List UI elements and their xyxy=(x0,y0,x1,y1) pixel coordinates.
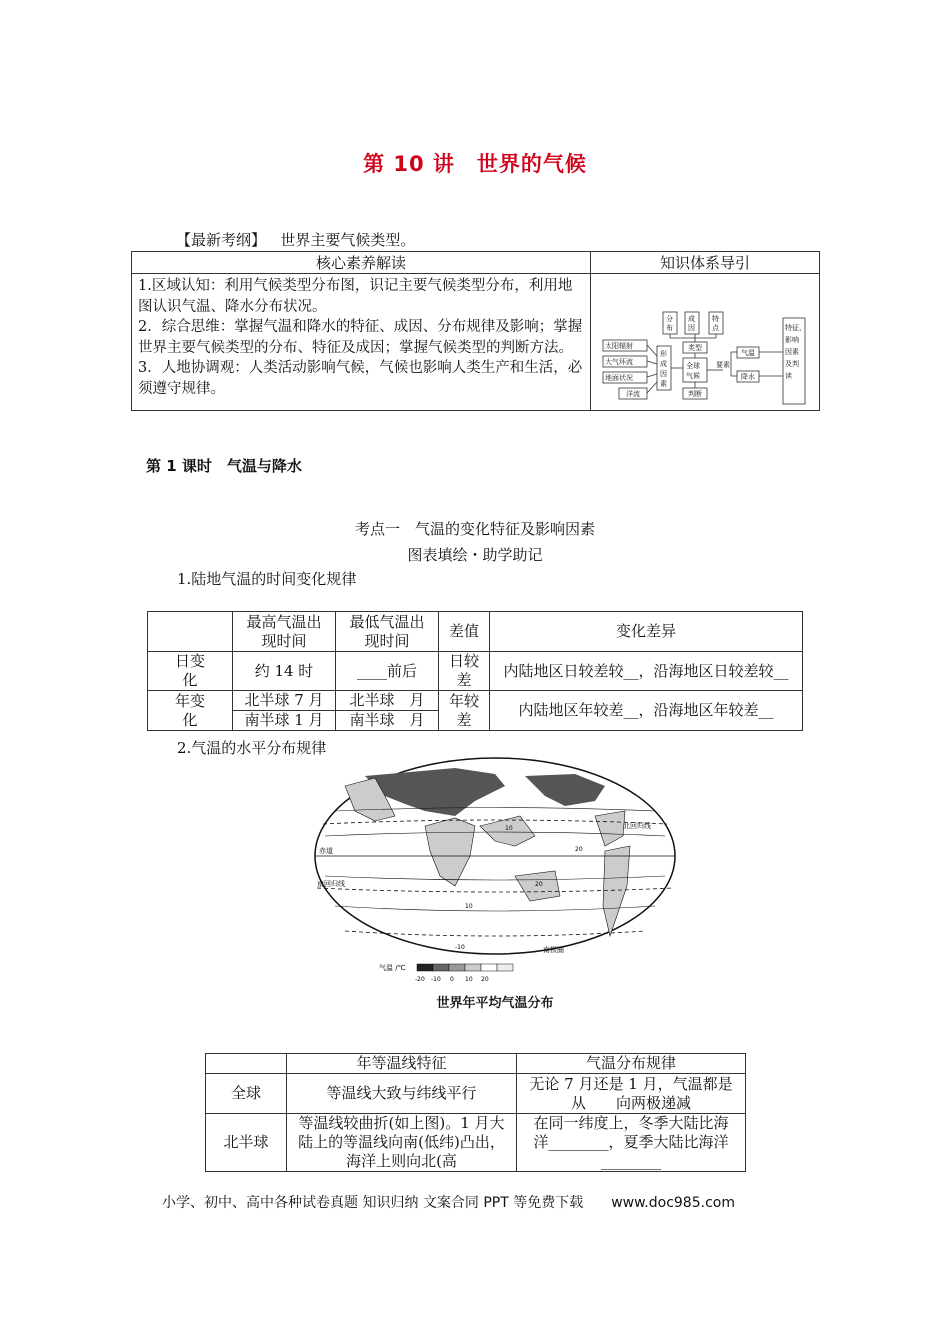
legend-tick: -10 xyxy=(431,976,441,983)
diagram-left-item: 地面状况 xyxy=(605,374,633,382)
world-temperature-map xyxy=(305,756,685,1011)
literacy-item: 1.区域认知：利用气候类型分布图，识记主要气候类型分布，利用地图认识气温、降水分布状况。 xyxy=(138,278,573,315)
annual-diff: 年较差 xyxy=(439,691,490,731)
diagram-left-item: 大气环流 xyxy=(605,358,633,366)
label-tropic-south: 南回归线 xyxy=(317,880,345,888)
annual-max-north: 北半球 7 月 xyxy=(233,691,336,711)
literacy-header: 核心素养解读 xyxy=(132,252,591,274)
t2-rule-north: 在同一纬度上，冬季大陆比海洋________，夏季大陆比海洋________ xyxy=(517,1114,746,1172)
diagram-elements: 要素 xyxy=(716,361,730,369)
isotherm-value: -10 xyxy=(455,944,465,951)
t1-header-max: 最高气温出现时间 xyxy=(233,612,336,652)
isotherm-value: 10 xyxy=(505,825,513,832)
daily-diff: 日较差 xyxy=(439,652,490,691)
diagram-left-item: 洋流 xyxy=(626,390,640,398)
map-caption: 世界年平均气温分布 xyxy=(436,996,554,1011)
t2-feature-global: 等温线大致与纬线平行 xyxy=(287,1074,517,1114)
annual-label: 年变化 xyxy=(148,691,233,731)
daily-max: 约 14 时 xyxy=(233,652,336,691)
diagram-center-1: 全球 xyxy=(686,362,700,370)
legend-tick: 10 xyxy=(465,976,473,983)
literacy-table xyxy=(131,251,820,411)
diagram-center-2: 气候 xyxy=(686,372,700,380)
diagram-feature-2: 点 xyxy=(712,324,719,332)
legend-scale xyxy=(417,964,513,971)
label-tropic-north: 北回归线 xyxy=(623,822,651,830)
diagram-feature: 特 xyxy=(712,315,719,323)
t2-region-global: 全球 xyxy=(206,1074,287,1114)
diagram-temp: 气温 xyxy=(741,349,755,357)
section-heading: 第 1 课时 气温与降水 xyxy=(146,457,302,475)
isotherm-value: 20 xyxy=(535,881,543,888)
t2-region-north: 北半球 xyxy=(206,1114,287,1172)
literacy-item: 2．综合思维：掌握气温和降水的特征、成因、分布规律及影响；掌握世界主要气候类型的分布、特征及成因；掌握气候类型的判断方法。 xyxy=(138,319,583,356)
isotherm-value: 10 xyxy=(465,903,473,910)
diagram-formation-2: 成 xyxy=(660,360,667,368)
subheading-2: 2.气温的水平分布规律 xyxy=(177,739,327,757)
diagram-formation-1: 形 xyxy=(660,350,667,358)
t1-header-min: 最低气温出现时间 xyxy=(336,612,439,652)
page-title: 第 10 讲 世界的气候 xyxy=(363,152,587,176)
legend-tick: 20 xyxy=(481,976,489,983)
diagram-distribution: 分 xyxy=(666,315,673,323)
diagram-formation-3: 因 xyxy=(660,370,667,378)
footer: 小学、初中、高中各种试卷真题 知识归纳 文案合同 PPT 等免费下载 www.doc985.com xyxy=(162,1195,735,1211)
t2-feature-north: 等温线较曲折(如上图)。1 月大陆上的等温线向南(低纬)凸出，海洋上则向北(高 xyxy=(287,1114,517,1172)
diagram-type: 类型 xyxy=(688,344,702,352)
annual-variation: 内陆地区年较差__，沿海地区年较差__ xyxy=(490,691,803,731)
legend-tick: 0 xyxy=(450,976,454,983)
outline xyxy=(176,229,415,250)
annual-max-south: 南半球 1 月 xyxy=(233,711,336,731)
point-title: 考点一 气温的变化特征及影响因素 xyxy=(354,520,595,538)
legend-label: 气温 /℃ xyxy=(379,964,406,972)
diagram-cause-2: 因 xyxy=(688,324,695,332)
diagram-right-2: 影响 xyxy=(785,336,799,344)
diagram-distribution-2: 布 xyxy=(666,324,673,332)
t1-header-variation: 变化差异 xyxy=(490,612,803,652)
subheading-1: 1.陆地气温的时间变化规律 xyxy=(177,570,357,588)
t1-header-diff: 差值 xyxy=(439,612,490,652)
knowledge-diagram-cell xyxy=(591,274,820,411)
outline-text: 世界主要气候类型。 xyxy=(280,231,416,249)
point-subtitle: 图表填绘・助学助记 xyxy=(407,546,543,564)
t1-header-empty xyxy=(148,612,233,652)
diagram-right-1: 特征、 xyxy=(785,324,806,332)
diagram-right-3: 因素 xyxy=(785,348,799,356)
diagram-right-4: 及判 xyxy=(785,360,799,368)
diagram-formation-4: 素 xyxy=(660,380,667,388)
diagram-cause: 成 xyxy=(688,315,695,323)
annual-min-south: 南半球 月 xyxy=(336,711,439,731)
diagram-judge: 判断 xyxy=(688,390,702,398)
t2-header-empty xyxy=(206,1054,287,1074)
temperature-distribution-table xyxy=(205,1053,746,1172)
temperature-time-table xyxy=(147,611,803,731)
diagram-left-item: 太阳辐射 xyxy=(605,342,633,350)
literacy-content xyxy=(132,274,591,411)
diagram-rain: 降水 xyxy=(741,373,755,381)
knowledge-header: 知识体系导引 xyxy=(591,252,820,274)
outline-label: 【最新考纲】 xyxy=(176,231,267,249)
t2-header-rule: 气温分布规律 xyxy=(517,1054,746,1074)
isotherm-value: 20 xyxy=(575,846,583,853)
label-equator: 赤道 xyxy=(319,847,333,855)
legend-tick: -20 xyxy=(415,976,425,983)
t2-header-feature: 年等温线特征 xyxy=(287,1054,517,1074)
t2-rule-global: 无论 7 月还是 1 月，气温都是从 向两极递减 xyxy=(517,1074,746,1114)
knowledge-diagram xyxy=(591,274,819,410)
diagram-right-5: 读 xyxy=(785,372,792,380)
daily-label: 日变化 xyxy=(148,652,233,691)
daily-min: ____前后 xyxy=(336,652,439,691)
literacy-item: 3．人地协调观：人类活动影响气候，气候也影响人类生产和生活，必须遵守规律。 xyxy=(138,360,583,397)
label-antarctic: 南极圈 xyxy=(543,946,564,954)
daily-variation: 内陆地区日较差较__，沿海地区日较差较__ xyxy=(490,652,803,691)
annual-min-north: 北半球 月 xyxy=(336,691,439,711)
